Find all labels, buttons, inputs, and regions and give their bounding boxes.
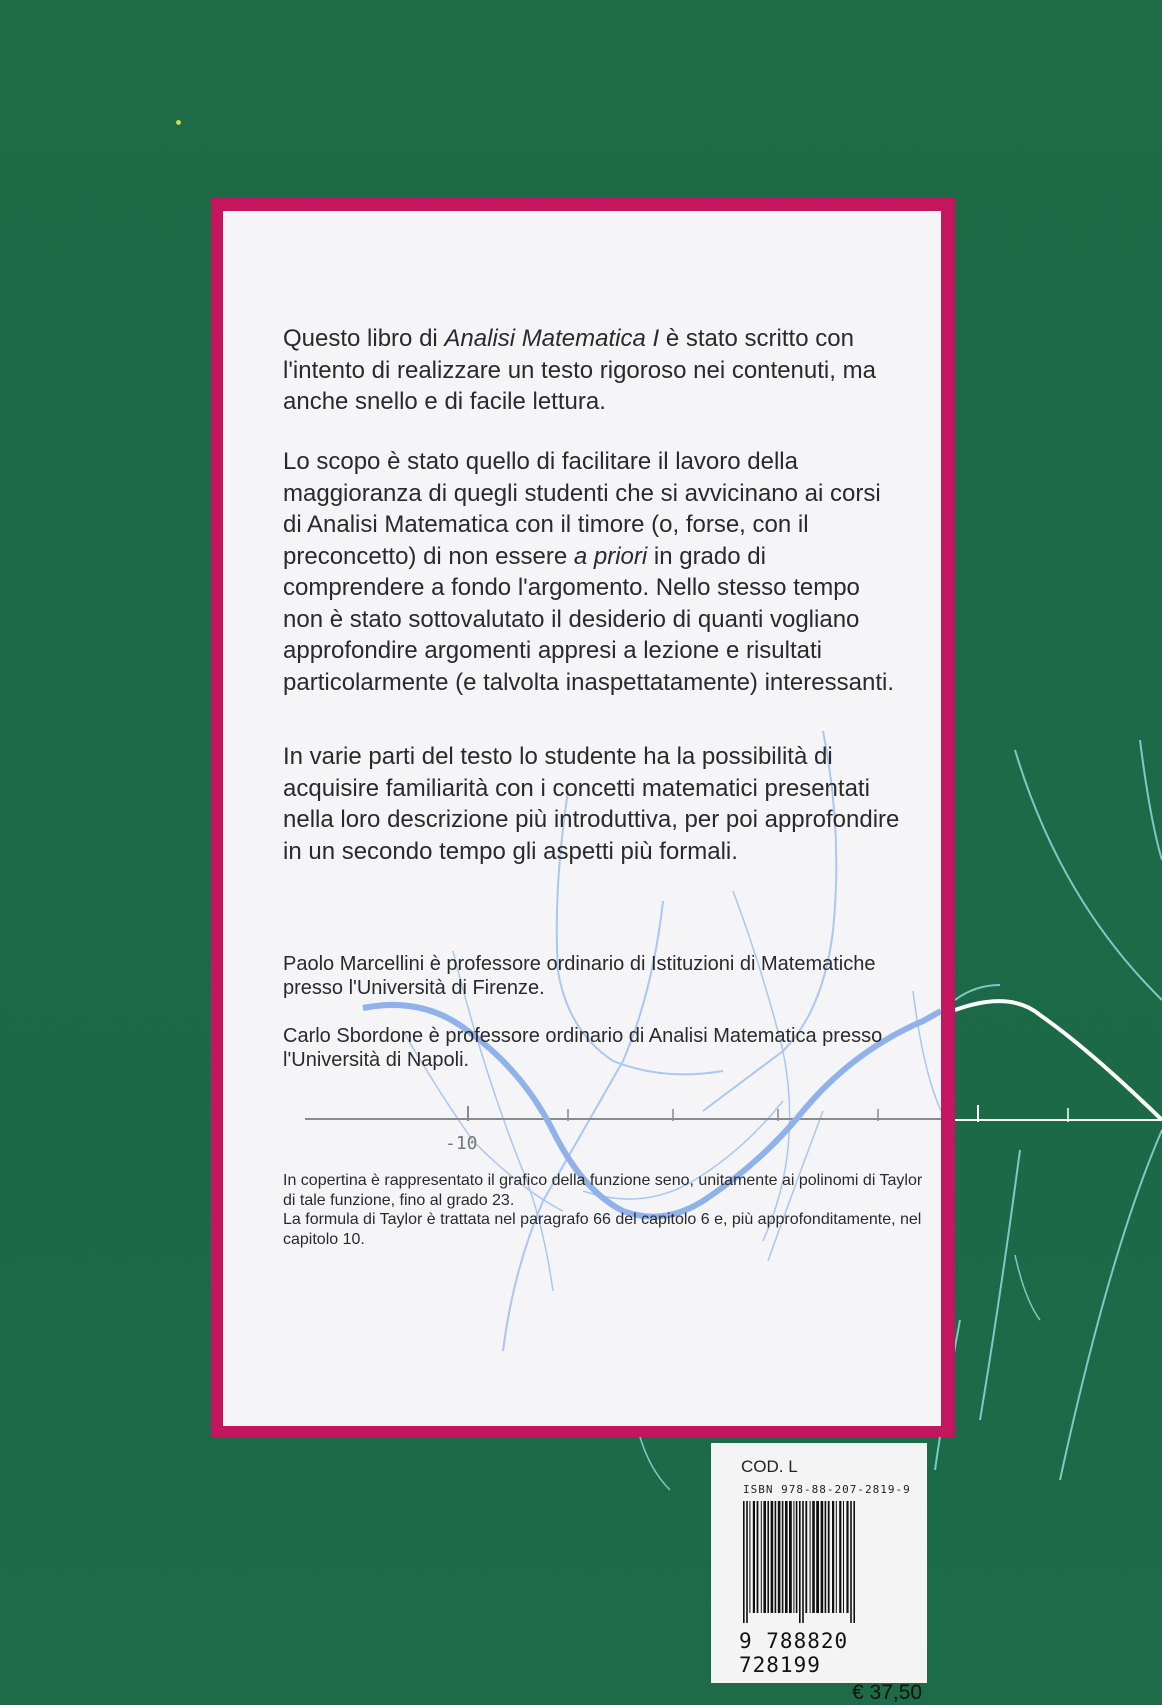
barcode-bar — [793, 1501, 794, 1613]
barcode-bar — [839, 1501, 841, 1613]
cod-code: COD. L — [741, 1457, 798, 1476]
barcode-bar — [846, 1501, 848, 1613]
isbn-number: ISBN 978-88-207-2819-9 — [743, 1483, 911, 1496]
author-bio-sbordone: Carlo Sbordone è professore ordinario di Analisi Matematica presso l'Università di Napoli. — [283, 1025, 883, 1071]
barcode-bar — [785, 1501, 788, 1613]
description-paragraph-1: Questo libro di Analisi Matematica I è stato scritto con l'intento di realizzare un testo rigoroso nei contenuti, ma anche snello e di facile lettura. — [283, 325, 876, 415]
description-paragraph-2: Lo scopo è stato quello di facilitare il lavoro della maggioranza di quegli studenti che si avvicinano ai corsi di Analisi Matematica con il timore (o, forse, con il preconcetto) di non essere a priori in grado di comprendere a fondo l'argomento. Nello stesso tempo non è stato sottovalutato il desiderio di quanti vogliano approfondire argomenti appresi a lezione e risultati particolarmente (e talvolta inaspettatamente) interessanti. — [283, 448, 894, 696]
barcode-bar — [828, 1501, 830, 1613]
description-paragraph-3: In varie parti del testo lo studente ha la possibilità di acquisire familiarità con i concetti matematici presentati nella loro descrizione più introduttiva, per poi approfondire in un secondo tempo gli aspetti più formali. — [283, 743, 900, 865]
barcode-bar — [767, 1501, 769, 1613]
barcode-bar — [821, 1501, 824, 1613]
barcode-bar — [775, 1501, 777, 1613]
barcode-bar — [778, 1501, 781, 1613]
speck-mark — [176, 120, 181, 125]
barcode-bar — [816, 1501, 819, 1613]
barcode-bar — [843, 1501, 844, 1613]
barcode-bar — [753, 1501, 755, 1613]
barcode-bar — [825, 1501, 827, 1613]
barcode-bar — [761, 1501, 762, 1613]
barcode-bar — [782, 1501, 784, 1613]
barcode-bar — [796, 1501, 798, 1613]
barcode-bar — [799, 1501, 801, 1623]
barcode-bar — [771, 1501, 774, 1613]
axis-tick-label: -10 — [445, 1133, 478, 1154]
barcode-bar — [810, 1501, 811, 1613]
cover-note: In copertina è rappresentato il grafico della funzione seno, unitamente ai polinomi di Taylor di tale funzione, fino al grado 23. La formula di Taylor è trattata nel paragrafo 66 del capitolo 6 e, più approfonditamente, nel capitolo 10. — [283, 1172, 923, 1248]
barcode-bar — [836, 1501, 837, 1613]
barcode-bar — [812, 1501, 815, 1613]
barcode-bar — [749, 1501, 750, 1613]
barcode-bar — [802, 1501, 804, 1623]
price: € 37,50 — [852, 1681, 923, 1704]
barcode-bar — [789, 1501, 792, 1613]
barcode-bar — [743, 1501, 745, 1623]
barcode-bar — [757, 1501, 759, 1613]
barcode-bar — [746, 1501, 748, 1623]
barcode-bar — [763, 1501, 766, 1613]
barcode-bar — [805, 1501, 807, 1613]
author-bio-marcellini: Paolo Marcellini è professore ordinario di Istituzioni di Matematiche presso l'Università di Firenze. — [283, 953, 876, 999]
barcode-bar — [850, 1501, 852, 1623]
barcode-label — [711, 1443, 927, 1704]
barcode-bar — [832, 1501, 834, 1613]
description-panel — [223, 211, 941, 1426]
barcode-bars — [743, 1501, 921, 1623]
barcode-bar — [853, 1501, 855, 1623]
ean-number: 9 788820 728199 — [739, 1629, 849, 1677]
